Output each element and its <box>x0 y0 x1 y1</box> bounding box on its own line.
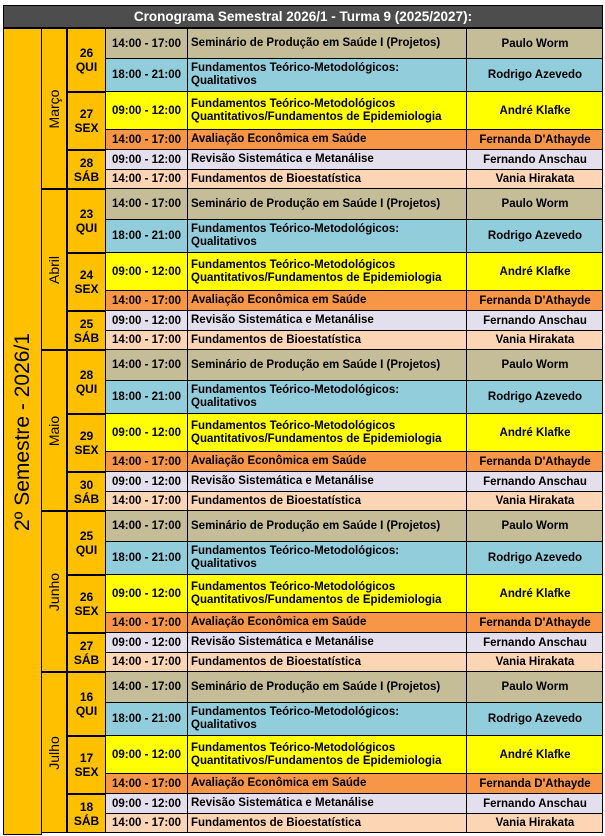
professor-cell: Paulo Worm <box>501 681 569 693</box>
semester-text: 2º Semestre - 2026/1 <box>10 332 34 531</box>
schedule-row <box>106 350 603 381</box>
month-label: Junho <box>46 572 62 611</box>
day-weekday: SÁB <box>73 813 100 828</box>
day-number: 26 <box>79 590 94 604</box>
subject-cell: Fundamentos Teórico-Metodológicos: Qualitativos <box>188 59 467 91</box>
professor-cell: André Klafke <box>499 104 571 117</box>
professor-cell: Vania Hirakata <box>495 334 575 346</box>
professor-cell: Paulo Worm <box>501 520 569 532</box>
subject-cell: Fundamentos Teórico-Metodológicos Quantitativos/Fundamentos de Epidemiologia <box>188 414 467 451</box>
day-number: 26 <box>79 46 94 60</box>
subject-cell: Fundamentos Teórico-Metodológicos Quantitativos/Fundamentos de Epidemiologia <box>188 575 467 612</box>
schedule-row <box>106 331 603 350</box>
schedule-row <box>106 703 603 736</box>
schedule-row <box>106 736 603 774</box>
day-number: 28 <box>79 368 94 382</box>
subject-cell: Revisão Sistemática e Metanálise <box>188 150 467 169</box>
schedule-row <box>106 220 603 253</box>
subject-cell: Seminário de Produção em Saúde I (Projetos) <box>188 350 467 380</box>
day-weekday: QUI <box>75 60 98 74</box>
day-cell <box>67 511 106 575</box>
professor-cell: Fernando Anschau <box>483 475 587 488</box>
subject-cell: Avaliação Econômica em Saúde <box>188 452 467 471</box>
month-cell <box>41 511 67 672</box>
professor-cell: Fernando Anschau <box>483 636 587 649</box>
day-cell <box>67 472 106 511</box>
time-cell: 14:00 - 17:00 <box>106 331 188 349</box>
professor-cell: Fernando Anschau <box>483 153 587 166</box>
time-cell: 14:00 - 17:00 <box>106 774 188 793</box>
time-cell: 14:00 - 17:00 <box>106 29 188 58</box>
subject-cell: Avaliação Econômica em Saúde <box>188 774 467 793</box>
professor-cell: Rodrigo Azevedo <box>487 230 583 242</box>
day-number: 27 <box>79 107 94 121</box>
day-cell <box>67 575 106 633</box>
subject-cell: Fundamentos Teórico-Metodológicos: Qualitativos <box>188 220 467 252</box>
day-weekday: QUI <box>75 543 98 557</box>
time-cell: 14:00 - 17:00 <box>106 672 188 702</box>
schedule-row <box>106 492 603 511</box>
day-number: 24 <box>79 268 94 282</box>
subject-cell: Fundamentos de Bioestatística <box>188 653 467 671</box>
professor-cell: André Klafke <box>499 587 571 600</box>
professor-cell: Fernanda D'Athayde <box>479 133 591 146</box>
time-cell: 14:00 - 17:00 <box>106 130 188 149</box>
time-cell: 14:00 - 17:00 <box>106 511 188 541</box>
month-cell <box>41 672 67 833</box>
subject-cell: Revisão Sistemática e Metanálise <box>188 472 467 491</box>
professor-cell: Paulo Worm <box>501 37 569 50</box>
subject-cell: Fundamentos Teórico-Metodológicos Quantitativos/Fundamentos de Epidemiologia <box>188 253 467 290</box>
time-cell: 09:00 - 12:00 <box>106 150 188 169</box>
time-cell: 14:00 - 17:00 <box>106 653 188 671</box>
day-weekday: SEX <box>74 604 99 618</box>
subject-cell: Avaliação Econômica em Saúde <box>188 130 467 149</box>
time-cell: 14:00 - 17:00 <box>106 189 188 219</box>
professor-cell: Rodrigo Azevedo <box>487 391 583 403</box>
professor-cell: André Klafke <box>499 265 571 278</box>
subject-cell: Seminário de Produção em Saúde I (Projetos) <box>188 189 467 219</box>
semester-label <box>3 28 42 835</box>
time-cell: 09:00 - 12:00 <box>106 92 188 129</box>
day-weekday: SEX <box>74 121 99 135</box>
time-cell: 14:00 - 17:00 <box>106 814 188 832</box>
month-cell <box>41 28 67 189</box>
professor-cell: Fernanda D'Athayde <box>479 616 591 629</box>
day-weekday: SEX <box>74 765 99 779</box>
day-number: 23 <box>79 207 94 221</box>
professor-cell: Fernanda D'Athayde <box>479 455 591 468</box>
time-cell: 09:00 - 12:00 <box>106 253 188 290</box>
day-number: 17 <box>79 751 94 765</box>
day-cell <box>67 672 106 736</box>
time-cell: 09:00 - 12:00 <box>106 414 188 451</box>
schedule-row <box>106 311 603 331</box>
day-cell <box>67 633 106 672</box>
day-cell <box>67 28 106 92</box>
schedule-row <box>106 511 603 542</box>
schedule-row <box>106 381 603 414</box>
subject-cell: Fundamentos Teórico-Metodológicos: Qualitativos <box>188 703 467 735</box>
day-cell <box>67 189 106 253</box>
subject-cell: Revisão Sistemática e Metanálise <box>188 311 467 330</box>
day-weekday: SEX <box>74 443 99 457</box>
time-cell: 18:00 - 21:00 <box>106 542 188 574</box>
day-cell <box>67 92 106 150</box>
time-cell: 18:00 - 21:00 <box>106 381 188 413</box>
day-weekday: SÁB <box>73 169 100 184</box>
schedule-row <box>106 130 603 150</box>
schedule-row <box>106 542 603 575</box>
day-weekday: QUI <box>75 382 98 396</box>
schedule-row <box>106 170 603 189</box>
schedule-row <box>106 189 603 220</box>
day-cell <box>67 253 106 311</box>
time-cell: 14:00 - 17:00 <box>106 170 188 188</box>
day-number: 27 <box>79 638 94 653</box>
schedule-row <box>106 92 603 130</box>
subject-cell: Fundamentos Teórico-Metodológicos: Qualitativos <box>188 381 467 413</box>
professor-cell: Rodrigo Azevedo <box>487 552 583 564</box>
subject-cell: Revisão Sistemática e Metanálise <box>188 794 467 813</box>
time-cell: 14:00 - 17:00 <box>106 492 188 510</box>
day-number: 25 <box>79 316 94 331</box>
time-cell: 09:00 - 12:00 <box>106 311 188 330</box>
professor-cell: André Klafke <box>499 748 571 761</box>
time-cell: 14:00 - 17:00 <box>106 350 188 380</box>
professor-cell: Fernando Anschau <box>483 314 587 327</box>
schedule-row <box>106 672 603 703</box>
day-cell <box>67 150 106 189</box>
day-cell <box>67 736 106 794</box>
schedule-row <box>106 452 603 472</box>
schedule-row <box>106 633 603 653</box>
day-weekday: SÁB <box>73 652 100 667</box>
professor-cell: Fernanda D'Athayde <box>479 294 591 307</box>
professor-cell: Fernanda D'Athayde <box>479 777 591 790</box>
subject-cell: Fundamentos Teórico-Metodológicos Quantitativos/Fundamentos de Epidemiologia <box>188 736 467 773</box>
time-cell: 14:00 - 17:00 <box>106 452 188 471</box>
day-cell <box>67 350 106 414</box>
time-cell: 09:00 - 12:00 <box>106 575 188 612</box>
professor-cell: Vania Hirakata <box>495 495 575 507</box>
month-cell <box>41 350 67 511</box>
schedule-row <box>106 150 603 170</box>
time-cell: 09:00 - 12:00 <box>106 736 188 773</box>
day-number: 16 <box>79 690 94 704</box>
day-number: 25 <box>79 529 94 543</box>
subject-cell: Fundamentos de Bioestatística <box>188 331 467 349</box>
subject-cell: Seminário de Produção em Saúde I (Projetos) <box>188 511 467 541</box>
schedule-row <box>106 794 603 814</box>
month-cell <box>41 189 67 350</box>
time-cell: 18:00 - 21:00 <box>106 220 188 252</box>
subject-cell: Fundamentos de Bioestatística <box>188 814 467 832</box>
schedule-row <box>106 774 603 794</box>
subject-cell: Seminário de Produção em Saúde I (Projetos) <box>188 672 467 702</box>
subject-cell: Revisão Sistemática e Metanálise <box>188 633 467 652</box>
schedule-row <box>106 472 603 492</box>
professor-cell: Rodrigo Azevedo <box>487 713 583 725</box>
schedule-row <box>106 414 603 452</box>
subject-cell: Fundamentos de Bioestatística <box>188 492 467 510</box>
subject-cell: Avaliação Econômica em Saúde <box>188 613 467 632</box>
day-number: 28 <box>79 155 94 170</box>
professor-cell: Fernando Anschau <box>483 797 587 810</box>
day-weekday: SÁB <box>73 330 100 345</box>
month-label: Abril <box>46 255 62 284</box>
time-cell: 18:00 - 21:00 <box>106 703 188 735</box>
schedule-row <box>106 613 603 633</box>
schedule-row <box>106 28 603 59</box>
time-cell: 09:00 - 12:00 <box>106 794 188 813</box>
day-cell <box>67 414 106 472</box>
day-weekday: QUI <box>75 704 98 718</box>
time-cell: 09:00 - 12:00 <box>106 633 188 652</box>
professor-cell: Paulo Worm <box>501 198 569 210</box>
schedule-row <box>106 653 603 672</box>
day-cell <box>67 794 106 833</box>
month-label: Maio <box>46 415 62 446</box>
schedule-row <box>106 59 603 92</box>
professor-cell: Vania Hirakata <box>495 817 575 829</box>
time-cell: 09:00 - 12:00 <box>106 472 188 491</box>
subject-cell: Seminário de Produção em Saúde I (Projetos) <box>188 29 467 58</box>
day-number: 29 <box>79 429 94 443</box>
time-cell: 14:00 - 17:00 <box>106 291 188 310</box>
schedule-row <box>106 814 603 833</box>
day-number: 30 <box>79 477 94 492</box>
day-number: 18 <box>79 799 94 814</box>
month-label: Março <box>46 89 62 128</box>
professor-cell: Vania Hirakata <box>495 656 575 668</box>
schedule-row <box>106 253 603 291</box>
day-weekday: SEX <box>74 282 99 296</box>
day-weekday: QUI <box>75 221 98 235</box>
schedule-title: Cronograma Semestral 2026/1 - Turma 9 (2025/2027): <box>3 5 603 28</box>
subject-cell: Fundamentos de Bioestatística <box>188 170 467 188</box>
professor-cell: Vania Hirakata <box>495 173 575 185</box>
schedule-row <box>106 291 603 311</box>
time-cell: 18:00 - 21:00 <box>106 59 188 91</box>
subject-cell: Fundamentos Teórico-Metodológicos Quantitativos/Fundamentos de Epidemiologia <box>188 92 467 129</box>
professor-cell: André Klafke <box>499 426 571 439</box>
subject-cell: Avaliação Econômica em Saúde <box>188 291 467 310</box>
subject-cell: Fundamentos Teórico-Metodológicos: Qualitativos <box>188 542 467 574</box>
schedule-row <box>106 575 603 613</box>
professor-cell: Rodrigo Azevedo <box>487 69 583 81</box>
time-cell: 14:00 - 17:00 <box>106 613 188 632</box>
professor-cell: Paulo Worm <box>501 359 569 371</box>
day-cell <box>67 311 106 350</box>
day-weekday: SÁB <box>73 491 100 506</box>
month-label: Julho <box>46 735 62 770</box>
